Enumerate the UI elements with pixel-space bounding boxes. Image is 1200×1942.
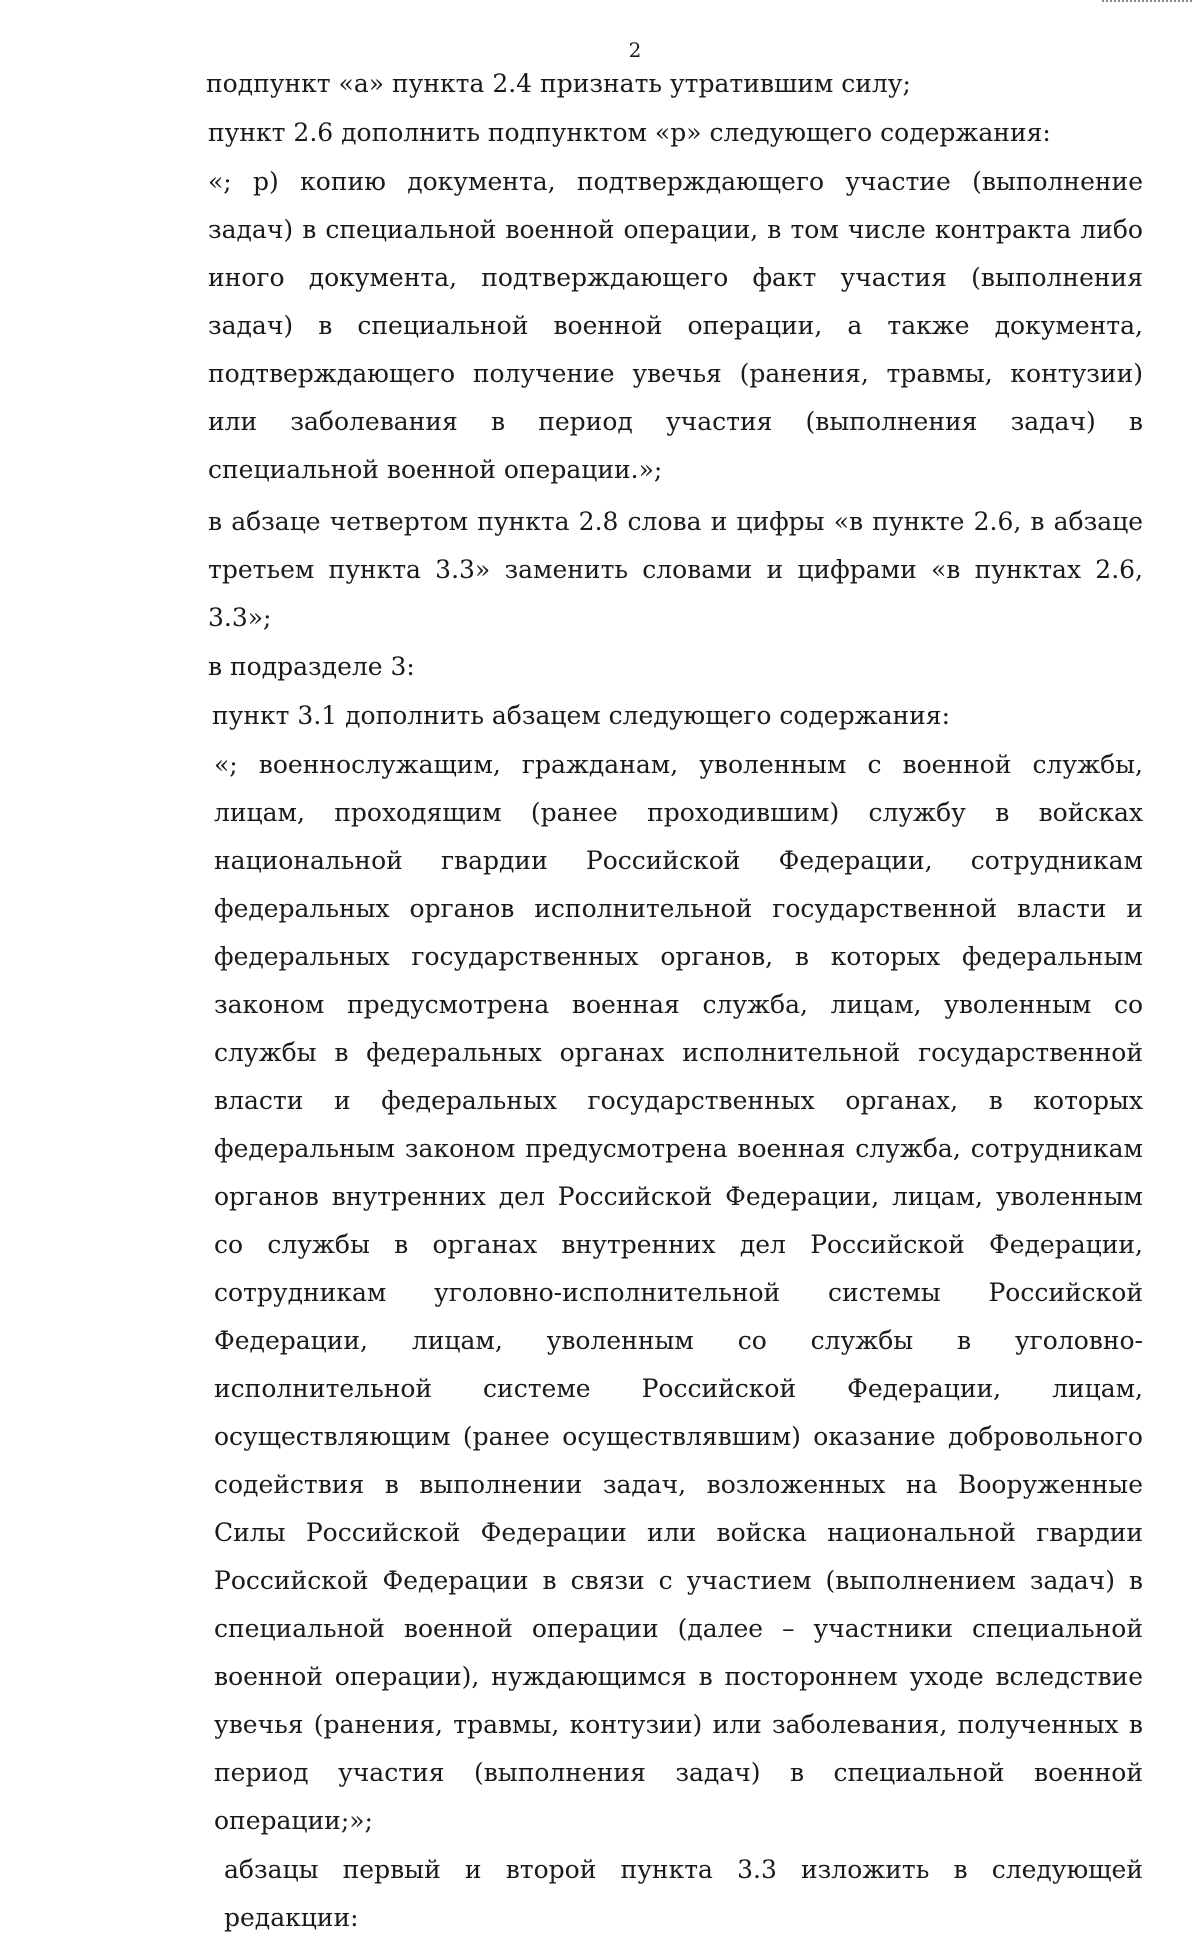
paragraph-subitem-a-2-4: подпункт «а» пункта 2.4 признать утратившим силу; [206,69,911,98]
document-body [140,60,1143,1942]
paragraph-item-3-3: абзацы первый и второй пункта 3.3 изложить в следующей редакции: [224,1855,1143,1932]
page-number: 2 [628,38,642,62]
paragraph-item-2-8: в абзаце четвертом пункта 2.8 слова и цифры «в пункте 2.6, в абзаце третьем пункта 3.3» заменить словами и цифрами «в пунктах 2.6, 3.3»; [208,507,1143,632]
scan-edge-mark [1102,0,1192,6]
paragraph-item-3-1: пункт 3.1 дополнить абзацем следующего содержания: [212,701,951,730]
paragraph-item-3-1-text: «; военнослужащим, гражданам, уволенным с военной службы, лицам, проходящим (ранее проходившим) службу в войсках национальной гвардии Российской Федерации, сотрудникам федеральных органов исполнительной государственной власти и федеральных государственных органов, в которых федеральным законом предусмотрена военная служба, лицам, уволенным со службы в федеральных органах исполнительной государственной власти и федеральных государственных органах, в которых федеральным законом предусмотрена военная служба, сотрудникам органов внутренних дел Российской Федерации, лицам, уволенным со службы в органах внутренних дел Российской Федерации, сотрудникам уголовно-исполнительной системы Российской Федерации, лицам, уволенным со службы в уголовно-исполнительной системе Российской Федерации, лицам, осуществляющим (ранее осуществлявшим) оказание добровольного содействия в выполнении задач, возложенных на Вооруженные Силы Российской Федерации или войска национальной гвардии Российской Федерации в связи с участием (выполнением задач) в специальной военной операции (далее – участники специальной военной операции), нуждающимся в постороннем уходе вследствие увечья (ранения, травмы, контузии) или заболевания, полученных в период участия (выполнения задач) в специальной военной операции;»; [214,750,1143,1835]
paragraph-item-2-6: пункт 2.6 дополнить подпунктом «р» следующего содержания: [208,118,1051,147]
paragraph-subsection-3: в подразделе 3: [208,652,415,681]
paragraph-subitem-r-text: «; р) копию документа, подтверждающего участие (выполнение задач) в специальной военной операции, в том числе контракта либо иного документа, подтверждающего факт участия (выполнения задач) в специальной военной операции, а также документа, подтверждающего получение увечья (ранения, травмы, контузии) или заболевания в период участия (выполнения задач) в специальной военной операции.»; [208,167,1143,484]
